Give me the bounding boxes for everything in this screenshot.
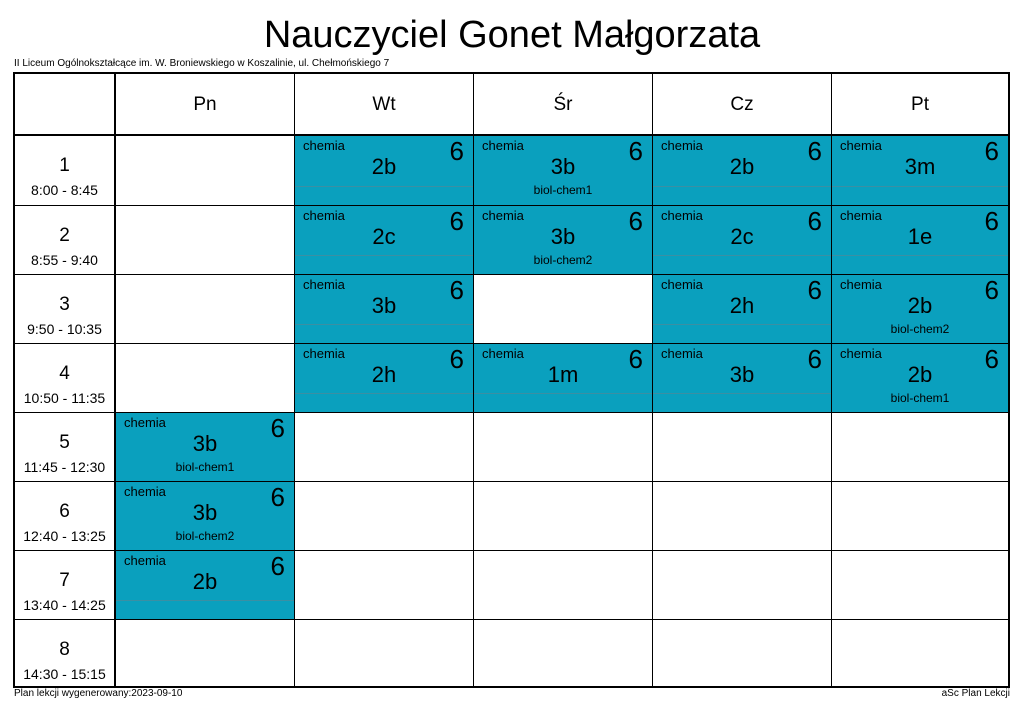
lesson-class: 1m [547, 362, 579, 387]
period-cell [15, 412, 116, 481]
lesson-subject: chemia [124, 553, 166, 568]
lesson-group-band [474, 393, 652, 412]
lesson-class: 3b [192, 431, 218, 456]
lesson-group-band [295, 393, 473, 412]
empty-slot [474, 274, 653, 343]
lesson-group: biol-chem2 [175, 529, 235, 543]
lesson-subject: chemia [124, 415, 166, 430]
lesson-room: 6 [270, 413, 285, 443]
lesson-subject: chemia [840, 277, 882, 292]
period-cell [15, 274, 116, 343]
lesson-subject: chemia [124, 484, 166, 499]
lesson-room: 6 [449, 275, 464, 305]
lesson-subject: chemia [303, 138, 345, 153]
empty-slot [653, 550, 832, 619]
lesson-card [295, 136, 474, 205]
lesson-class: 2h [729, 293, 755, 318]
lesson-class: 3b [550, 154, 576, 179]
empty-slot [474, 412, 653, 481]
lesson-group: biol-chem2 [890, 322, 950, 336]
lesson-class: 2h [371, 362, 397, 387]
period-time: 8:00 - 8:45 [31, 182, 98, 198]
lesson-card [832, 205, 1008, 274]
lesson-room: 6 [984, 136, 999, 166]
lesson-subject: chemia [661, 346, 703, 361]
lesson-subject: chemia [661, 138, 703, 153]
lesson-subject: chemia [661, 208, 703, 223]
lesson-card [653, 343, 832, 412]
lesson-group-band [832, 186, 1008, 205]
day-header: Śr [474, 74, 653, 134]
lesson-class: 3b [192, 500, 218, 525]
lesson-group-band [653, 186, 831, 205]
lesson-subject: chemia [482, 208, 524, 223]
day-header: Wt [295, 74, 474, 134]
lesson-room: 6 [270, 551, 285, 581]
empty-slot [832, 412, 1008, 481]
empty-slot [653, 481, 832, 550]
lesson-room: 6 [807, 206, 822, 236]
lesson-room: 6 [984, 275, 999, 305]
lesson-room: 6 [807, 275, 822, 305]
empty-slot [474, 481, 653, 550]
lesson-card [474, 136, 653, 205]
lesson-group-band [295, 324, 473, 343]
period-cell [15, 550, 116, 619]
lesson-subject: chemia [661, 277, 703, 292]
lesson-group: biol-chem1 [890, 391, 950, 405]
empty-slot [653, 412, 832, 481]
lesson-card [474, 343, 653, 412]
lesson-room: 6 [449, 344, 464, 374]
lesson-room: 6 [628, 136, 643, 166]
lesson-group: biol-chem2 [533, 253, 593, 267]
lesson-group-band [116, 600, 294, 619]
period-number: 1 [59, 155, 70, 176]
lesson-card [653, 274, 832, 343]
day-header: Pt [911, 94, 929, 115]
lesson-card [295, 205, 474, 274]
lesson-room: 6 [807, 136, 822, 166]
lesson-room: 6 [270, 482, 285, 512]
lesson-room: 6 [984, 206, 999, 236]
lesson-room: 6 [449, 136, 464, 166]
lesson-subject: chemia [840, 208, 882, 223]
empty-slot [832, 619, 1008, 688]
lesson-room: 6 [628, 344, 643, 374]
empty-slot [295, 481, 474, 550]
period-cell [15, 481, 116, 550]
lesson-class: 2b [371, 154, 397, 179]
period-number: 3 [59, 294, 70, 315]
empty-slot [653, 619, 832, 688]
lesson-class: 3b [371, 293, 397, 318]
empty-slot [295, 412, 474, 481]
lesson-group: biol-chem1 [175, 460, 235, 474]
lesson-card [295, 343, 474, 412]
lesson-group-band [653, 255, 831, 274]
lesson-group-band [295, 186, 473, 205]
period-number: 7 [59, 570, 70, 591]
corner-cell [15, 74, 116, 134]
day-header: Pn [116, 74, 295, 134]
period-cell [15, 205, 116, 274]
lesson-card [116, 481, 295, 550]
lesson-group-band [653, 324, 831, 343]
lesson-room: 6 [984, 344, 999, 374]
period-time: 14:30 - 15:15 [23, 666, 106, 682]
period-number: 4 [59, 363, 70, 384]
day-header: Cz [653, 74, 832, 134]
lesson-subject: chemia [482, 346, 524, 361]
lesson-class: 2b [907, 362, 933, 387]
lesson-card [474, 205, 653, 274]
lesson-group-band [832, 255, 1008, 274]
lesson-subject: chemia [840, 138, 882, 153]
lesson-card [116, 412, 295, 481]
lesson-class: 2b [907, 293, 933, 318]
lesson-subject: chemia [482, 138, 524, 153]
lesson-card [653, 205, 832, 274]
lesson-card [832, 343, 1008, 412]
empty-slot [116, 343, 295, 412]
empty-slot [295, 550, 474, 619]
lesson-class: 3b [729, 362, 755, 387]
lesson-subject: chemia [303, 208, 345, 223]
empty-slot [832, 550, 1008, 619]
lesson-card [832, 274, 1008, 343]
lesson-card [832, 136, 1008, 205]
page-title: Nauczyciel Gonet Małgorzata [263, 14, 761, 56]
school-name: II Liceum Ogólnokształcące im. W. Broniewskiego w Koszalinie, ul. Chełmońskiego 7 [14, 58, 390, 69]
period-cell [15, 343, 116, 412]
period-cell [15, 619, 116, 688]
empty-slot [295, 619, 474, 688]
app-brand: aSc Plan Lekcji [941, 688, 1010, 699]
lesson-group: biol-chem1 [533, 183, 593, 197]
period-time: 13:40 - 14:25 [23, 597, 106, 613]
lesson-subject: chemia [840, 346, 882, 361]
empty-slot [116, 136, 295, 205]
lesson-class: 1e [907, 224, 933, 249]
period-time: 11:45 - 12:30 [23, 459, 106, 475]
period-time: 12:40 - 13:25 [23, 528, 106, 544]
period-number: 6 [59, 501, 70, 522]
lesson-card [653, 136, 832, 205]
period-number: 2 [59, 225, 70, 246]
lesson-class: 3m [904, 154, 936, 179]
period-cell [15, 136, 116, 205]
empty-slot [832, 481, 1008, 550]
lesson-room: 6 [449, 206, 464, 236]
lesson-group-band [653, 393, 831, 412]
empty-slot [474, 619, 653, 688]
period-time: 10:50 - 11:35 [23, 390, 106, 406]
empty-slot [116, 205, 295, 274]
period-number: 5 [59, 432, 70, 453]
lesson-room: 6 [807, 344, 822, 374]
lesson-subject: chemia [303, 277, 345, 292]
lesson-class: 2c [730, 224, 754, 249]
period-time: 9:50 - 10:35 [27, 321, 102, 337]
lesson-class: 2c [372, 224, 396, 249]
empty-slot [116, 619, 295, 688]
timetable-grid [13, 72, 1010, 688]
lesson-card [116, 550, 295, 619]
lesson-class: 2b [729, 154, 755, 179]
period-number: 8 [59, 639, 70, 660]
lesson-room: 6 [628, 206, 643, 236]
lesson-group-band [295, 255, 473, 274]
period-time: 8:55 - 9:40 [31, 252, 98, 268]
generated-date: Plan lekcji wygenerowany:2023-09-10 [14, 688, 183, 699]
lesson-card [295, 274, 474, 343]
lesson-class: 3b [550, 224, 576, 249]
lesson-class: 2b [192, 569, 218, 594]
empty-slot [474, 550, 653, 619]
lesson-subject: chemia [303, 346, 345, 361]
empty-slot [116, 274, 295, 343]
